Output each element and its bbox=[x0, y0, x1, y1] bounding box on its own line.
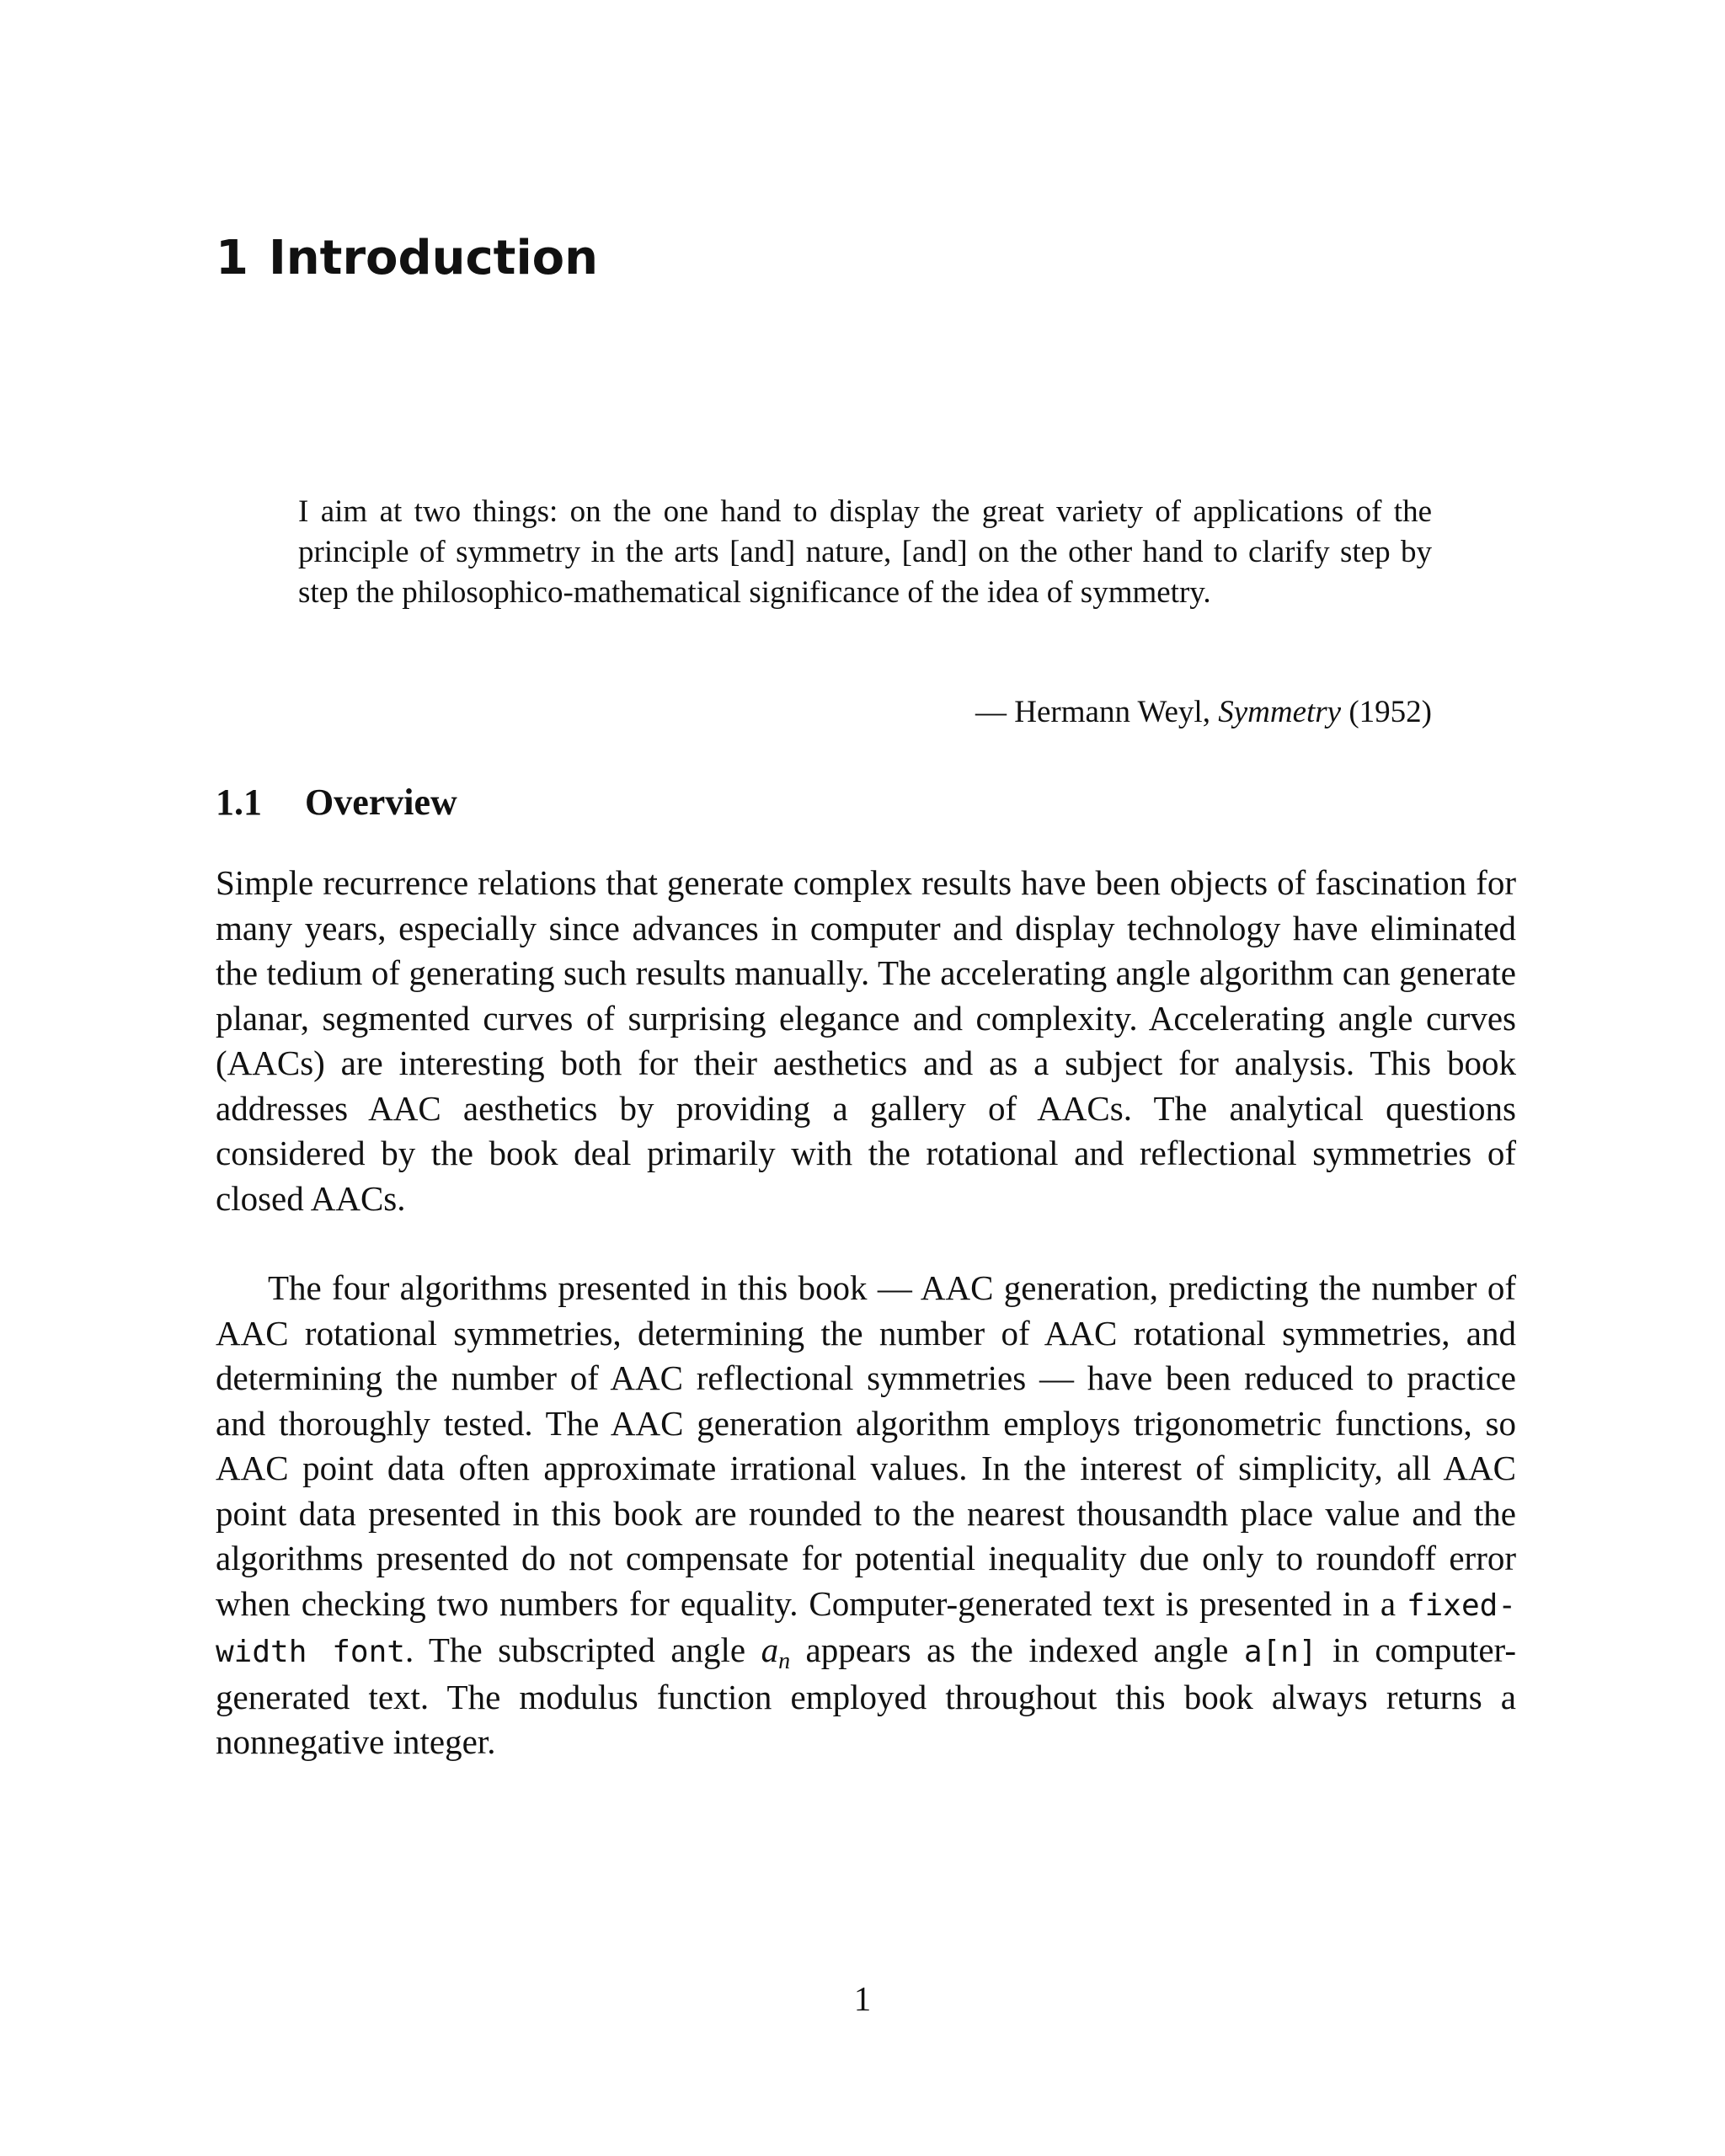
fixed-width-font-sample: fixed-width font bbox=[216, 1588, 1516, 1669]
section-title-text: Overview bbox=[305, 782, 457, 823]
subscripted-angle bbox=[761, 1630, 791, 1674]
chapter-title bbox=[216, 229, 598, 288]
angle-base: a bbox=[761, 1630, 779, 1669]
paragraph-2 bbox=[216, 1266, 1516, 1765]
attribution-work: Symmetry bbox=[1218, 695, 1342, 729]
epigraph bbox=[298, 492, 1432, 613]
attribution-dash: — bbox=[975, 695, 1015, 729]
paragraph-2-part-1: The four algorithms presented in this book — AAC generation, predicting the number of AAC rotational symmetries, determining the number of AAC rotational symmetries, and determining the number of AAC reflectional symmetries — have been reduced to practice and thoroughly tested. The AAC generation algorithm employs trigonometric functions, so AAC point data often approximate irrational values. In the interest of simplicity, all AAC point data presented in this book are rounded to the nearest thousandth place value and the algorithms presented do not compensate for potential inequality due only to roundoff error when checking two numbers for equality. Computer-generated text is presented in a bbox=[216, 1268, 1516, 1623]
section-title bbox=[216, 779, 457, 826]
chapter-number: 1 bbox=[216, 231, 248, 286]
attribution-year: (1952) bbox=[1348, 695, 1432, 729]
paragraph-2-part-2: . The subscripted angle bbox=[404, 1630, 761, 1669]
paragraph-1: Simple recurrence relations that generate complex results have been objects of fascination for many years, especially since advances in computer and display technology have eliminated the tedium of generating such results manually. The accelerating angle algorithm can generate planar, segmented curves of surprising elegance and complexity. Accelerating angle curves (AACs) are interesting both for their aesthetics and as a subject for analysis. This book addresses AAC aesthetics by providing a gallery of AACs. The analytical questions considered by the book deal primarily with the rotational and reflectional symmetries of closed AACs. bbox=[216, 863, 1516, 1218]
paragraph-2-part-3: appears as the indexed angle bbox=[790, 1630, 1244, 1669]
epigraph-attribution bbox=[975, 692, 1432, 733]
section-number: 1.1 bbox=[216, 782, 262, 823]
chapter-title-text: Introduction bbox=[268, 231, 598, 286]
paragraph-2-part-4: in computer-generated text. The modulus function employed throughout this book always returns a nonnegative integer. bbox=[216, 1630, 1516, 1761]
indexed-angle-code: a[n] bbox=[1243, 1635, 1317, 1669]
page-number: 1 bbox=[853, 1979, 872, 2018]
attribution-author: Hermann Weyl, bbox=[1014, 695, 1210, 729]
epigraph-quote: I aim at two things: on the one hand to display the great variety of applications of the principle of symmetry in the arts [and] nature, [and] on the other hand to clarify step by step the philosophico-mathematical significance of the idea of symmetry. bbox=[298, 494, 1432, 610]
angle-subscript: n bbox=[778, 1648, 791, 1674]
